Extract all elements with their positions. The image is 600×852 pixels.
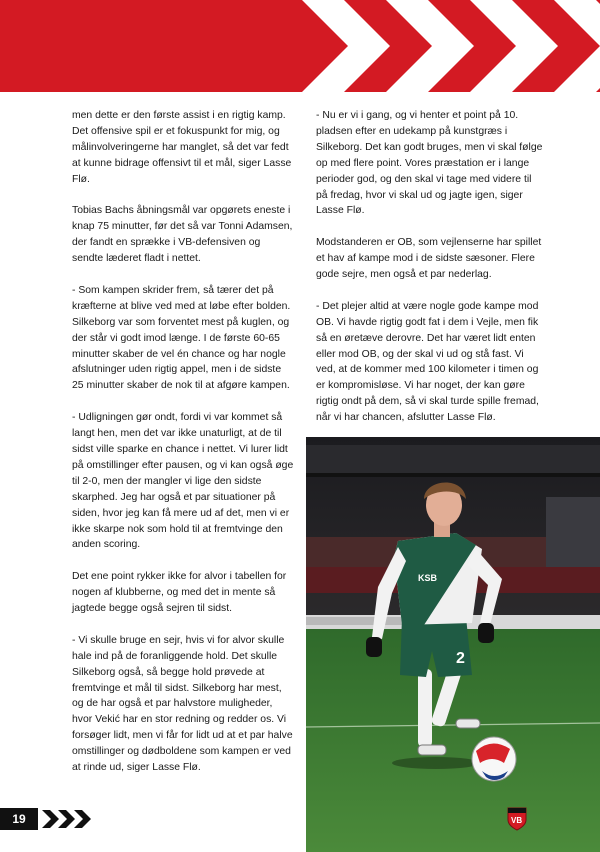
player-photo-illustration [306, 437, 600, 852]
article-column-left [72, 108, 294, 792]
paragraph: Modstanderen er OB, som vejlenserne har spillet et hav af kampe mod i de sidste sæsoner. Flere gode sejre, men også et par nederlag. [316, 237, 542, 281]
header-chevron [386, 0, 474, 92]
club-badge-text: VB [511, 816, 523, 825]
club-badge-icon [506, 806, 528, 832]
header-chevron [554, 0, 600, 92]
article-column-right [316, 108, 544, 442]
match-photo [306, 437, 600, 852]
paragraph: - Det plejer altid at være nogle gode kampe mod OB. Vi havde rigtig godt fat i dem i Vejle, men fik så en øretæve derovre. Det har været lidt enten eller mod OB, og der skal vi ud og stå fast. Vi ved, at de kommer med 100 kilometer i timen og er kompromisløse. Vi har noget, der kan gøre rigtig ondt på dem, så vi skal turde spille fremad, når vi har chancen, afslutter Lasse Flø. [316, 300, 539, 424]
paragraph: - Vi skulle bruge en sejr, hvis vi for alvor skulle hale ind på de foranliggende hold. Det skulle Silkeborg også, så begge hold prøvede at fremtvinge et mål til sidst. Silkeborg har mest, og de har også et par halvstore muligheder, hvor Vekić har en stor redning og redder os. Vi forsøger lidt, men vi får for lidt ud at et par halve omstillinger og dødboldene som kampen er ved at rinde ud, siger Lasse Flø. [72, 634, 293, 774]
shorts-number: 2 [456, 650, 465, 667]
header-chevron [470, 0, 558, 92]
paragraph: - Nu er vi i gang, og vi henter et point på 10. pladsen efter en udekamp på kunstgræs i Silkeborg. Det kan godt bruges, men vi skal følge op med flere point. Vores præstation er i lange perioder god, og den skal vi tage med videre til på fredag, hvor vi skal ud og jagte igen, siger Lasse Flø. [316, 110, 543, 217]
paragraph: Det ene point rykker ikke for alvor i tabellen for nogen af klubberne, og med det in mente så jagtede begge også sejren til sidst. [72, 571, 287, 615]
paragraph: men dette er den første assist i en rigtig kamp. Det offensive spil er et fokuspunkt for mig, og målinvolveringerne har manglet, så det var fedt at kunne bidrage offensivt til et mål, siger Lasse Flø. [72, 110, 292, 185]
page-number: 19 [0, 808, 38, 830]
paragraph: Tobias Bachs åbningsmål var opgørets eneste i knap 75 minutter, før det så var Tonni Adamsen, der fandt en sprække i VB-defensiven og sendte læderet fladt i nettet. [72, 205, 293, 265]
paragraph: - Udligningen gør ondt, fordi vi var kommet så langt hen, men det var ikke unaturligt, at de til sidst ville sparke en chance i nettet. Vi lurer lidt på omstillinger efter pausen, og vi kan også øge til 2-0, men der mangler vi lige den sidste skarphed. Jeg har også et par situationer på siden, hvor jeg kan få mere ud af det, men vi er ikke skarpe nok som hold til at fremtvinge den anden scoring. [72, 412, 294, 551]
header-chevron-pattern [0, 0, 600, 92]
header-band [0, 0, 600, 92]
footer-chevrons-icon [40, 808, 96, 830]
paragraph: - Som kampen skrider frem, så tærer det på kræfterne at blive ved med at løbe efter bolden. Silkeborg var som forventet mest på kuglen, og der står vi godt imod længe. I de første 60-65 minutter skaber de vel én chance og har nogle afslutninger uden rigtig appel, men i de sidste 25 minutter skaber de nok til at afgøre kampen. [72, 284, 291, 392]
jersey-sponsor: KSB [418, 573, 438, 583]
header-chevron [302, 0, 390, 92]
